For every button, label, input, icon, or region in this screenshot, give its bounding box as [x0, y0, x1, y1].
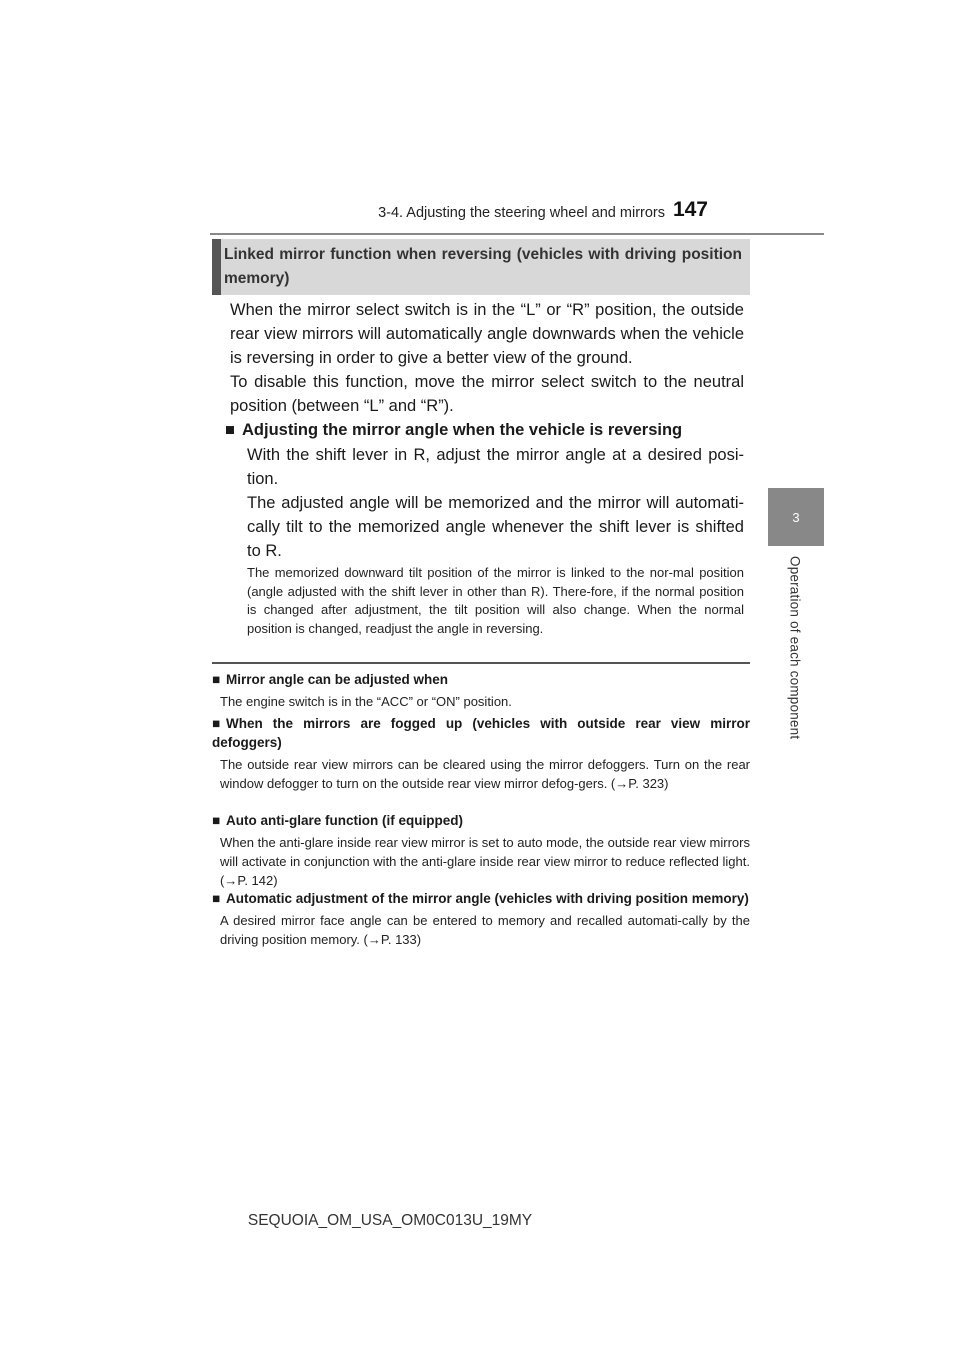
- sub-paragraph-1: With the shift lever in R, adjust the mirror angle at a desired posi-tion.: [247, 446, 744, 488]
- page-number: 147: [672, 198, 708, 221]
- document-code: SEQUOIA_OM_USA_OM0C013U_19MY: [247, 1212, 533, 1229]
- section-heading-box: [212, 239, 750, 295]
- note-marker: ■: [212, 813, 221, 828]
- chapter-number: 3: [792, 509, 800, 525]
- chapter-title: Operation of each component: [787, 556, 803, 740]
- note-item: [212, 811, 750, 890]
- section-heading: Linked mirror function when reversing (vehicles with driving position memory): [224, 246, 742, 287]
- note-item: [212, 714, 750, 793]
- note-body: A desired mirror face angle can be entered to memory and recalled automati-cally by the driving position memory. (→P. 133): [220, 913, 750, 947]
- section-paragraph-2: To disable this function, move the mirror select switch to the neutral position (between “L” and “R”).: [230, 373, 744, 415]
- note-body: The engine switch is in the “ACC” or “ON” position.: [220, 694, 512, 709]
- note-marker: ■: [212, 891, 221, 906]
- note-title: [212, 811, 750, 830]
- note-marker: ■: [212, 716, 221, 731]
- note-title-text: Mirror angle can be adjusted when: [226, 672, 449, 687]
- chapter-tab: [768, 488, 824, 546]
- sub-note: The memorized downward tilt position of the mirror is linked to the nor-mal position (angle adjusted with the shift lever in other than R). There-fore, if the normal position is changed after adjustment, the tilt position will also change. When the normal position is changed, readjust the angle in reversing.: [247, 565, 744, 636]
- sub-paragraph-2: The adjusted angle will be memorized and the mirror will automati-cally tilt to the memorized angle whenever the shift lever is shifted to R.: [247, 494, 744, 560]
- note-body: The outside rear view mirrors can be cleared using the mirror defoggers. Turn on the rear window defogger to turn on the outside rear view mirror defog-gers. (→P. 323): [220, 757, 750, 791]
- subheading-marker: ■: [225, 421, 235, 439]
- note-item: [212, 889, 750, 949]
- note-title: [212, 889, 750, 908]
- note-title: [212, 714, 750, 752]
- header-section-title: 3-4. Adjusting the steering wheel and mirrors: [378, 205, 665, 221]
- note-title-text: Auto anti-glare function (if equipped): [226, 813, 463, 828]
- section-heading-bar: [212, 239, 221, 295]
- note-body: When the anti-glare inside rear view mirror is set to auto mode, the outside rear view mirrors will activate in conjunction with the anti-glare inside rear view mirror to reduce reflected light. (→P. 142): [220, 835, 750, 888]
- note-title-text: When the mirrors are fogged up (vehicles with outside rear view mirror defoggers): [212, 716, 750, 750]
- header-divider: [210, 233, 824, 235]
- subheading: [225, 418, 745, 442]
- note-item: [212, 670, 750, 711]
- note-marker: ■: [212, 672, 221, 687]
- note-title: [212, 670, 750, 689]
- section-paragraph-1: When the mirror select switch is in the “L” or “R” position, the outside rear view mirrors will automatically angle downwards when the vehicle is reversing in order to give a better view of the ground.: [230, 301, 744, 367]
- subheading-text: Adjusting the mirror angle when the vehicle is reversing: [242, 421, 683, 439]
- note-title-text: Automatic adjustment of the mirror angle (vehicles with driving position memory): [226, 891, 749, 906]
- notes-divider: [212, 662, 750, 664]
